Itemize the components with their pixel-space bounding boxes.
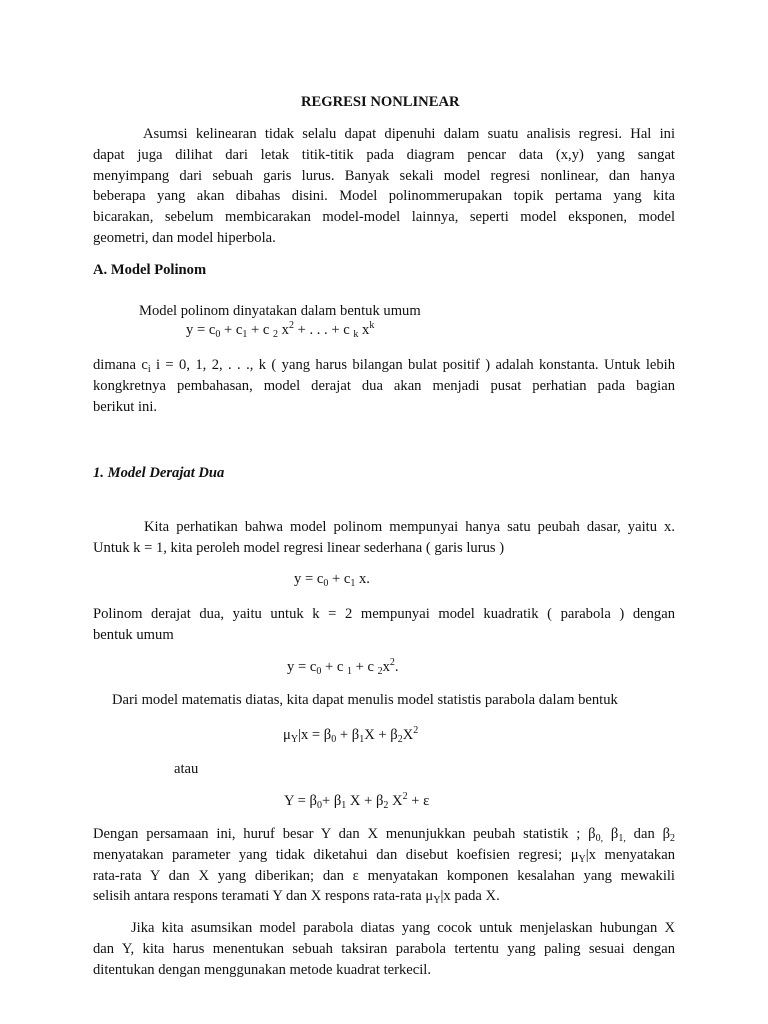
text-line: Polinom derajat dua, yaitu untuk k = 2 mempunyai model kuadratik ( parabola ) dengan [93,606,675,622]
paragraph-explanation [93,824,675,907]
paragraph-least-squares [93,918,675,980]
equation-linear: $y = c_0 + c_1$ x. [294,571,370,589]
paragraph-quadratic [93,604,675,646]
text-line: dapat juga dilihat dari letak titik-titik pada diagram pencar data (x,y) yang sangat [93,146,675,163]
page-title: REGRESI NONLINEAR [301,94,460,110]
text-line: geometri, dan model hiperbola. [93,229,276,246]
text-line: Jika kita asumsikan model parabola diatas yang cocok untuk menjelaskan hubungan X [131,920,675,936]
statistical-model-intro: Dari model matematis diatas, kita dapat menulis model statistis parabola dalam bentuk [112,692,618,708]
text-line: rata-rata Y dan X yang diberikan; dan ε menyatakan komponen kesalahan yang mewakili [93,867,675,884]
equation-polynomial: $y = c_0 + c_1 + c$ $_2$ $x^2$ + . . . + c $_k$ $x^k$ [186,320,375,340]
constants-paragraph [93,355,675,417]
text-line: menyatakan parameter yang tidak diketahui dan disebut koefisien regresi; $\mu_Y|x$ menyatakan [93,846,675,865]
intro-paragraph [93,124,675,249]
text-line: Kita perhatikan bahwa model polinom mempunyai hanya satu peubah dasar, yaitu x. [144,519,675,535]
text-line: menyimpang dari sebuah garis lurus. Banyak sekali model regresi nonlinear, dan hanya [93,167,675,184]
equation-quadratic: $y = c_0 + c$ $_1$ + c $_2x^2$. [287,657,399,677]
text-line: kongkretnya pembahasan, model derajat dua akan menjadi pusat perhatian pada bagian [93,377,675,394]
text-line: berikut ini. [93,398,158,415]
equation-model: $Y = \beta_0+ \beta_1$ $X + \beta_2$ $X^2 + \varepsilon$ [284,791,430,811]
text-line: selisih antara respons teramati Y dan X respons rata-rata $\mu_Y|x$ pada X. [93,888,500,907]
atau-text: atau [174,761,199,777]
text-line: beberapa yang akan dibahas disini. Model polinommerupakan topik pertama yang kita [93,188,675,205]
section-heading-model-polinom: A. Model Polinom [93,262,207,278]
text-line: bentuk umum [93,626,174,643]
text-line: Dengan persamaan ini, huruf besar Y dan X menunjukkan peubah statistik ; $\beta_{0,}$ $\beta_{1,}$ dan $\beta_2$ [93,826,675,844]
text-line: ditentukan dengan menggunakan metode kuadrat terkecil. [93,961,431,978]
equation-statistical: $\mu_Y|x = \beta_0 + \beta_1X + \beta_2X^2$ [283,725,419,745]
text-line: dan Y, kita harus menentukan sebuah taksiran parabola tertentu yang paling sesuai dengan [93,940,675,957]
statement-text: Model polinom dinyatakan dalam bentuk umum [139,303,421,319]
text-line: Asumsi kelinearan tidak selalu dapat dipenuhi dalam suatu analisis regresi. Hal ini [143,126,675,142]
text-line: Untuk k = 1, kita peroleh model regresi linear sederhana ( garis lurus ) [93,539,505,556]
text-line: dimana $c_i$ i = 0, 1, 2, . . ., k ( yang harus bilangan bulat positif ) adalah konstanta. Untuk lebih [93,357,675,375]
text-line: bicarakan, sebelum membicarakan model-model lainnya, seperti model eksponen, model [93,209,675,226]
section-heading-model-derajat-dua: 1. Model Derajat Dua [93,465,225,481]
paragraph-intro-linear [93,517,675,559]
